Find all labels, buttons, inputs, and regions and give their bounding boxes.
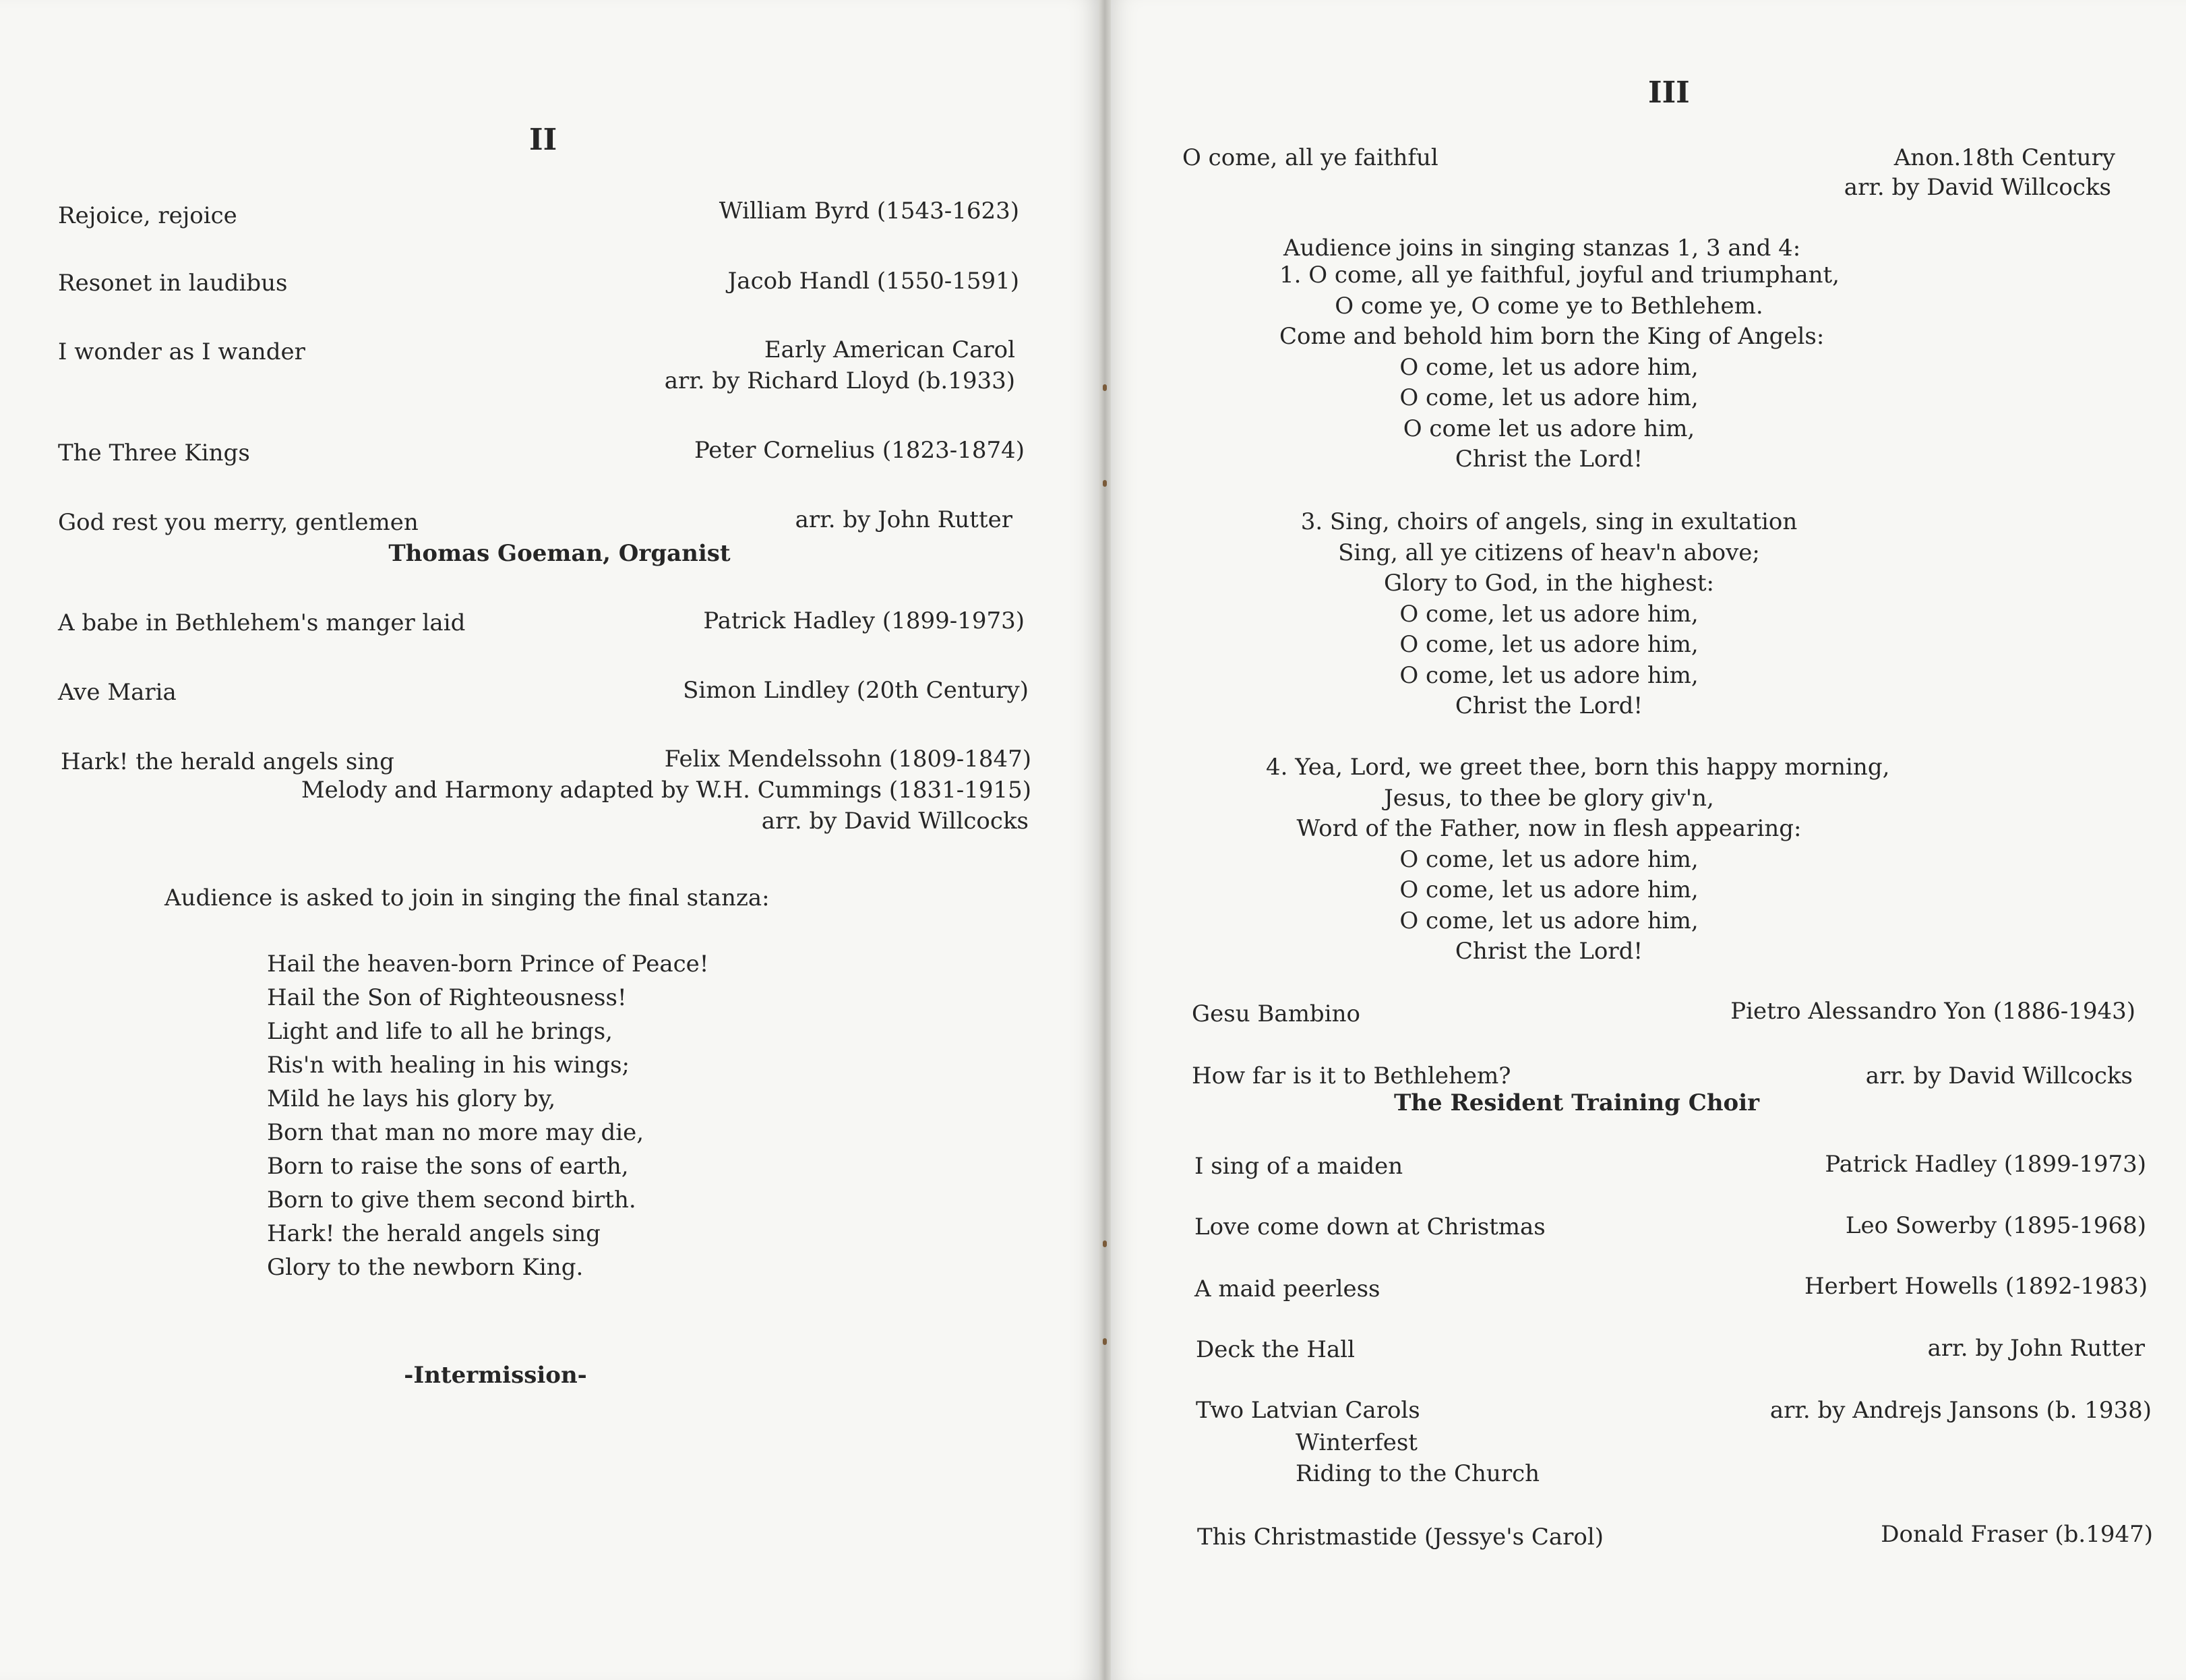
item-title: A maid peerless	[1194, 1276, 1380, 1302]
lyric-line: 4. Yea, Lord, we greet thee, born this happy morning,	[1266, 754, 1890, 781]
lyric-line: O come, let us adore him,	[1399, 876, 1699, 903]
item-composer: Patrick Hadley (1899-1973)	[703, 607, 1025, 634]
item-title: Ave Maria	[58, 679, 177, 706]
item-composer: Patrick Hadley (1899-1973)	[1825, 1151, 2146, 1178]
gutter	[1099, 0, 1111, 1680]
item-composer: Felix Mendelssohn (1809-1847)	[664, 746, 1031, 773]
lyric-line: Born that man no more may die,	[267, 1119, 644, 1146]
lyric-line: O come, let us adore him,	[1399, 384, 1699, 411]
lyric-line: O come, let us adore him,	[1399, 845, 1699, 873]
item-composer: Simon Lindley (20th Century)	[683, 677, 1029, 704]
lyric-line: O come, let us adore him,	[1399, 600, 1699, 628]
item-arranger: arr. by David Willcocks	[1844, 174, 2111, 201]
item-title: Love come down at Christmas	[1194, 1213, 1546, 1240]
lyric-line: Glory to God, in the highest:	[1384, 570, 1714, 597]
lyric-line: 1. O come, all ye faithful, joyful and triumphant,	[1279, 262, 1840, 289]
item-composer: Anon.18th Century	[1893, 144, 2115, 171]
lyric-line: Born to raise the sons of earth,	[267, 1153, 629, 1180]
lyric-line: O come let us adore him,	[1403, 415, 1695, 442]
sub-item: Winterfest	[1296, 1429, 1418, 1456]
item-composer: Herbert Howells (1892-1983)	[1804, 1273, 2148, 1300]
item-composer: arr. by Andrejs Jansons (b. 1938)	[1769, 1397, 2152, 1424]
lyric-line: Christ the Lord!	[1455, 938, 1643, 965]
lyric-line: Hail the Son of Righteousness!	[267, 984, 627, 1011]
intermission: -Intermission-	[404, 1362, 587, 1389]
item-arranger: arr. by David Willcocks	[761, 808, 1029, 835]
lyric-line: Jesus, to thee be glory giv'n,	[1384, 784, 1714, 812]
item-composer: Jacob Handl (1550-1591)	[727, 268, 1019, 295]
staple-mark	[1103, 1240, 1107, 1247]
stanza-3	[1279, 507, 1819, 722]
item-title: Hark! the herald angels sing	[61, 748, 394, 775]
staple-mark	[1103, 1338, 1107, 1345]
lyric-line: 3. Sing, choirs of angels, sing in exultation	[1300, 508, 1798, 535]
item-composer: Donald Fraser (b.1947)	[1881, 1521, 2153, 1548]
item-title: A babe in Bethlehem's manger laid	[58, 609, 466, 636]
staple-mark	[1103, 384, 1107, 391]
lyric-line: O come, let us adore him,	[1399, 631, 1699, 658]
item-title: I sing of a maiden	[1194, 1153, 1403, 1180]
choir-credit: The Resident Training Choir	[1394, 1089, 1760, 1116]
section-heading-iii: III	[1648, 76, 1690, 110]
stanza-1	[1279, 260, 1840, 475]
sub-item: Riding to the Church	[1296, 1460, 1540, 1487]
stanza-lyrics	[267, 947, 708, 1284]
lyric-line: Christ the Lord!	[1455, 692, 1643, 719]
staple-mark	[1103, 480, 1107, 487]
lyric-line: Come and behold him born the King of Angels:	[1279, 323, 1825, 350]
item-composer: Early American Carol	[764, 336, 1015, 363]
right-page	[1111, 0, 2186, 1680]
lyric-line: Hark! the herald angels sing	[267, 1220, 601, 1247]
item-composer: Pietro Alessandro Yon (1886-1943)	[1730, 998, 2135, 1025]
item-title: This Christmastide (Jessye's Carol)	[1197, 1524, 1604, 1551]
item-composer: Peter Cornelius (1823-1874)	[694, 437, 1025, 464]
item-composer: arr. by David Willcocks	[1865, 1062, 2133, 1089]
stanza-4	[1266, 752, 1890, 967]
item-composer: William Byrd (1543-1623)	[719, 198, 1019, 224]
audience-note: Audience is asked to join in singing the final stanza:	[164, 884, 770, 911]
organist-credit: Thomas Goeman, Organist	[388, 540, 731, 567]
item-title: Gesu Bambino	[1192, 1000, 1360, 1027]
lyric-line: Ris'n with healing in his wings;	[267, 1052, 630, 1079]
lyric-line: O come, let us adore him,	[1399, 661, 1699, 689]
lyric-line: Sing, all ye citizens of heav'n above;	[1338, 539, 1760, 566]
item-arranger: Melody and Harmony adapted by W.H. Cummings (1831-1915)	[301, 777, 1031, 804]
lyric-line: Light and life to all he brings,	[267, 1018, 613, 1045]
lyric-line: Mild he lays his glory by,	[267, 1085, 556, 1112]
item-title: O come, all ye faithful	[1182, 144, 1438, 171]
section-heading-ii: II	[529, 123, 557, 157]
lyric-line: O come, let us adore him,	[1399, 907, 1699, 934]
item-title: Rejoice, rejoice	[58, 202, 237, 229]
lyric-line: Born to give them second birth.	[267, 1187, 636, 1213]
audience-note: Audience joins in singing stanzas 1, 3 and 4:	[1283, 235, 1801, 262]
item-title: I wonder as I wander	[58, 338, 305, 365]
item-composer: arr. by John Rutter	[795, 506, 1012, 533]
item-title: The Three Kings	[58, 440, 250, 467]
lyric-line: Christ the Lord!	[1455, 446, 1643, 473]
item-title: Resonet in laudibus	[58, 270, 288, 297]
lyric-line: Word of the Father, now in flesh appearing:	[1296, 815, 1802, 842]
item-title: Deck the Hall	[1196, 1336, 1355, 1363]
lyric-line: O come ye, O come ye to Bethlehem.	[1335, 292, 1763, 320]
item-title: God rest you merry, gentlemen	[58, 509, 419, 536]
item-title: How far is it to Bethlehem?	[1192, 1062, 1511, 1089]
lyric-line: Glory to the newborn King.	[267, 1254, 584, 1281]
lyric-line: Hail the heaven-born Prince of Peace!	[267, 951, 709, 978]
item-arranger: arr. by Richard Lloyd (b.1933)	[664, 367, 1015, 394]
item-composer: Leo Sowerby (1895-1968)	[1845, 1212, 2146, 1239]
lyric-line: O come, let us adore him,	[1399, 353, 1699, 381]
item-composer: arr. by John Rutter	[1927, 1335, 2145, 1362]
item-title: Two Latvian Carols	[1196, 1397, 1420, 1424]
